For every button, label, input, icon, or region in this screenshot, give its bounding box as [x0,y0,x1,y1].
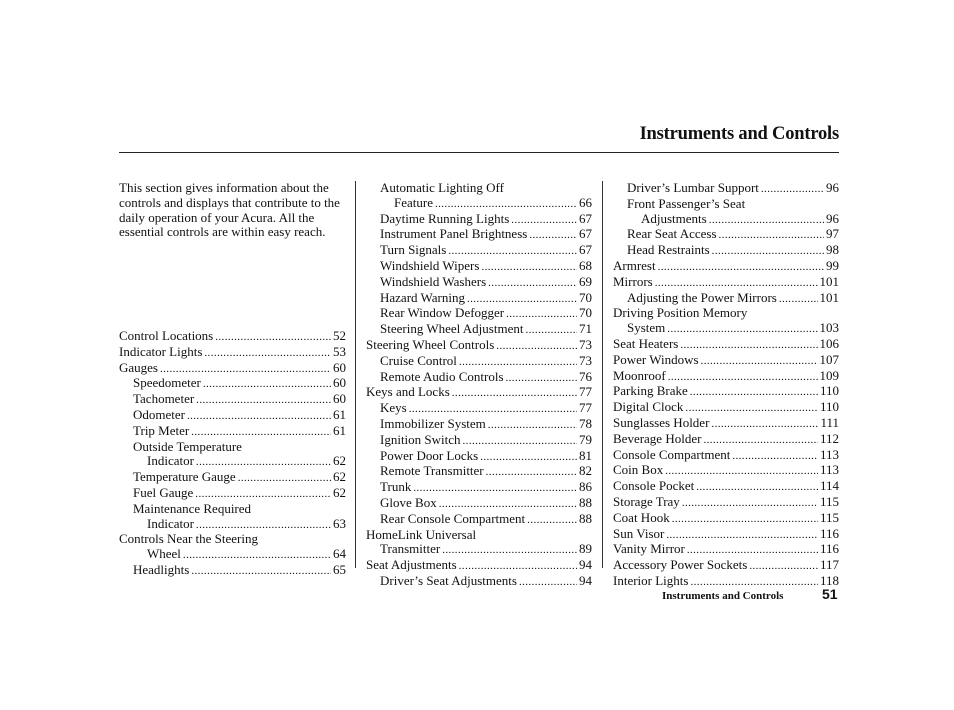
toc-entry-page: 61 [333,422,346,438]
toc-entry-page: 63 [333,515,346,531]
dot-leader [709,212,824,228]
toc-entry-page: 96 [826,210,839,226]
toc-entry[interactable] [366,196,592,212]
toc-entry-label: Steering Wheel Controls [366,336,495,352]
toc-entry-label: Trunk [380,479,412,495]
toc-entry-label: Speedometer [133,375,201,391]
toc-entry-page: 70 [579,305,592,321]
dot-leader [658,259,824,275]
toc-entry-page: 88 [579,494,592,510]
toc-entry[interactable] [613,511,839,527]
toc-entry-label: Gauges [119,359,158,375]
toc-entry-label: Wheel [147,546,181,562]
dot-leader [511,212,577,228]
toc-entry[interactable] [613,479,839,495]
toc-entry-page: 60 [333,375,346,391]
toc-entry-page: 94 [579,572,592,588]
toc-entry[interactable] [366,496,592,512]
dot-leader [183,547,331,563]
dot-leader [215,329,331,345]
toc-entry-page: 81 [579,447,592,463]
dot-leader [439,496,577,512]
toc-entry[interactable] [366,322,592,338]
toc-entry-label: Rear Console Compartment [380,510,526,526]
toc-entry-page: 117 [819,557,839,573]
dot-leader [480,449,577,465]
toc-entry[interactable] [366,433,592,449]
toc-entry[interactable] [366,542,592,558]
toc-entry-page: 73 [579,352,592,368]
dot-leader [196,517,331,533]
toc-entry-page: 70 [579,289,592,305]
toc-entry-page: 61 [333,406,346,422]
toc-entry[interactable] [366,370,592,386]
toc-entry[interactable] [613,212,839,228]
dot-leader [665,463,818,479]
toc-entry-label: Immobilizer System [380,415,486,431]
dot-leader [191,424,331,440]
dot-leader [195,486,331,502]
dot-leader [481,259,577,275]
dot-leader [488,275,577,291]
toc-entry[interactable] [366,417,592,433]
toc-entry[interactable] [366,480,592,496]
dot-leader [196,454,331,470]
toc-entry-label: Adjusting the Power Mirrors [627,289,777,305]
toc-entry[interactable] [613,291,839,307]
toc-entry[interactable] [613,542,839,558]
toc-entry-page: 62 [333,484,346,500]
toc-entry-label: System [627,320,666,336]
toc-entry-label: Instrument Panel Brightness [380,226,528,242]
toc-entry-page: 78 [579,415,592,431]
intro-paragraph: This section gives information about the controls and displays that contribute to the daily operation of your Acura. All the essential controls are within easy reach. [119,180,340,240]
dot-leader [187,408,331,424]
toc-entry-page: 69 [579,273,592,289]
toc-entry-label: Maintenance Required [133,500,252,516]
toc-entry[interactable] [613,353,839,369]
toc-entry[interactable] [366,354,592,370]
dot-leader [486,464,577,480]
toc-entry-label: Accessory Power Sockets [613,557,748,573]
dot-leader [196,392,331,408]
dot-leader [749,558,818,574]
toc-entry[interactable] [613,416,839,432]
dot-leader [761,181,824,197]
toc-entry[interactable] [366,464,592,480]
toc-entry-label: Remote Audio Controls [380,368,504,384]
dot-leader [413,480,577,496]
dot-leader [527,512,577,528]
toc-entry-page: 60 [333,359,346,375]
toc-entry-label: Mirrors [613,273,653,289]
toc-entry-label: Hazard Warning [380,289,465,305]
toc-entry-page: 111 [820,414,839,430]
toc-entry-label: Steering Wheel Adjustment [380,321,524,337]
toc-entry[interactable] [119,329,346,345]
title-rule [119,152,839,153]
toc-entry[interactable] [613,463,839,479]
toc-entry-label: Indicator [147,515,194,531]
toc-entry[interactable] [119,408,346,424]
toc-entry[interactable] [119,563,346,579]
toc-entry[interactable] [613,259,839,275]
toc-entry-label: Tachometer [133,391,195,407]
toc-entry-page: 82 [579,463,592,479]
toc-entry-label: Odometer [133,406,185,422]
toc-entry-page: 109 [819,367,839,383]
dot-leader [409,401,577,417]
toc-entry-page: 77 [579,400,592,416]
dot-leader [452,385,577,401]
dot-leader [701,353,818,369]
toc-entry-page: 66 [579,194,592,210]
dot-leader [467,291,577,307]
toc-entry-page: 88 [579,510,592,526]
toc-entry[interactable] [366,291,592,307]
toc-entry-label: Seat Heaters [613,335,679,351]
toc-entry-label: Headlights [133,561,190,577]
dot-leader [448,243,577,259]
dot-leader [690,384,818,400]
toc-entry-label: Sunglasses Holder [613,414,710,430]
toc-entry[interactable] [613,384,839,400]
toc-entry-label: Parking Brake [613,383,688,399]
toc-entry-label: Power Door Locks [380,447,479,463]
toc-entry-page: 76 [579,368,592,384]
toc-entry-label: Transmitter [380,541,441,557]
toc-entry-page: 67 [579,226,592,242]
toc-entry[interactable] [366,227,592,243]
toc-entry[interactable] [119,517,346,533]
dot-leader [655,275,818,291]
toc-entry-page: 62 [333,453,346,469]
toc-entry-label: Armrest [613,257,656,273]
toc-entry-page: 77 [579,384,592,400]
toc-entry-page: 106 [819,335,839,351]
toc-entry[interactable] [366,574,592,590]
toc-entry-page: 89 [579,541,592,557]
toc-entry-label: Console Pocket [613,478,695,494]
dot-leader [519,574,577,590]
toc-entry-page: 68 [579,257,592,273]
dot-leader [506,370,578,386]
dot-leader [204,345,331,361]
dot-leader [496,338,577,354]
toc-entry-label: Glove Box [380,494,437,510]
toc-entry[interactable] [119,470,346,486]
toc-column-2 [366,181,592,590]
dot-leader [442,542,577,558]
toc-entry-label: Beverage Holder [613,430,702,446]
toc-entry[interactable] [119,486,346,502]
dot-leader [672,511,818,527]
toc-entry[interactable] [613,275,839,291]
dot-leader [719,227,824,243]
toc-entry-page: 79 [579,431,592,447]
dot-leader [779,291,818,307]
toc-entry-label: HomeLink Universal [366,526,477,542]
dot-leader [696,479,818,495]
column-divider-1 [355,181,356,568]
toc-entry-label: Windshield Washers [380,273,487,289]
dot-leader [238,470,331,486]
toc-entry-label: Head Restraints [627,242,710,258]
toc-entry-label: Ignition Switch [380,431,461,447]
toc-entry[interactable] [119,502,346,517]
dot-leader [732,448,818,464]
toc-entry-label: Keys [380,400,407,416]
toc-entry-page: 113 [819,462,839,478]
toc-entry-label: Console Compartment [613,446,731,462]
toc-entry[interactable] [366,401,592,417]
toc-entry-label: Keys and Locks [366,384,450,400]
toc-entry[interactable] [366,512,592,528]
dot-leader [712,243,824,259]
dot-leader [529,227,577,243]
toc-entry-label: Storage Tray [613,493,680,509]
toc-entry-page: 103 [819,320,839,336]
toc-entry[interactable] [613,321,839,337]
toc-entry-label: Rear Window Defogger [380,305,505,321]
toc-entry[interactable] [613,558,839,574]
dot-leader [687,542,818,558]
toc-entry[interactable] [119,361,346,377]
dot-leader [690,574,818,590]
dot-leader [160,361,331,377]
toc-entry-page: 110 [819,399,839,415]
toc-entry-label: Temperature Gauge [133,469,236,485]
toc-entry-page: 53 [333,343,346,359]
toc-entry-page: 96 [826,180,839,195]
toc-entry-label: Vanity Mirror [613,541,685,557]
toc-entry[interactable] [366,558,592,574]
column-divider-2 [602,181,603,568]
toc-entry-label: Interior Lights [613,572,689,588]
toc-entry-page: 118 [819,572,839,588]
toc-entry[interactable] [613,227,839,243]
toc-entry-label: Coin Box [613,462,664,478]
dot-leader [680,337,817,353]
toc-entry[interactable] [366,449,592,465]
toc-entry-label: Seat Adjustments [366,557,457,573]
toc-entry-page: 110 [819,383,839,399]
toc-entry[interactable] [613,574,839,590]
toc-entry-label: Power Windows [613,351,699,367]
toc-entry[interactable] [119,392,346,408]
toc-entry-page: 113 [819,446,839,462]
toc-entry[interactable] [613,432,839,448]
dot-leader [703,432,818,448]
toc-entry-label: Controls Near the Steering [119,531,258,547]
toc-entry-page: 60 [333,391,346,407]
toc-entry[interactable] [613,197,839,212]
toc-entry-label: Trip Meter [133,422,190,438]
toc-entry[interactable] [119,376,346,392]
toc-entry-page: 112 [819,430,839,446]
footer-section-label: Instruments and Controls [662,590,784,602]
toc-entry[interactable] [613,448,839,464]
toc-entry[interactable] [119,440,346,455]
toc-entry[interactable] [613,243,839,259]
toc-entry[interactable] [366,243,592,259]
dot-leader [666,527,818,543]
toc-entry-label: Rear Seat Access [627,226,717,242]
toc-entry-label: Sun Visor [613,525,665,541]
toc-entry-page: 115 [819,493,839,509]
toc-entry[interactable] [119,424,346,440]
dot-leader [459,558,577,574]
toc-entry-page: 67 [579,242,592,258]
toc-entry-page: 115 [819,509,839,525]
dot-leader [525,322,577,338]
dot-leader [203,376,331,392]
dot-leader [685,400,818,416]
toc-entry-label: Remote Transmitter [380,463,484,479]
toc-entry-page: 99 [826,257,839,273]
dot-leader [463,433,577,449]
dot-leader [668,369,818,385]
toc-entry-page: 116 [819,541,839,557]
toc-entry[interactable] [613,369,839,385]
toc-entry-page: 71 [579,321,592,337]
toc-entry-label: Indicator [147,453,194,469]
dot-leader [435,196,577,212]
toc-entry-page: 73 [579,336,592,352]
toc-entry-page: 67 [579,210,592,226]
toc-entry-label: Automatic Lighting Off [380,180,504,195]
toc-entry-page: 97 [826,226,839,242]
toc-entry-page: 101 [819,289,839,305]
toc-entry-label: Moonroof [613,367,666,383]
toc-entry[interactable] [366,528,592,543]
toc-entry-page: 65 [333,561,346,577]
toc-entry-page: 62 [333,469,346,485]
page-title: Instruments and Controls [639,124,839,144]
toc-entry-label: Windshield Wipers [380,257,480,273]
page-number: 51 [822,586,838,602]
toc-entry-page: 98 [826,242,839,258]
toc-entry[interactable] [613,337,839,353]
dot-leader [191,563,331,579]
toc-entry-page: 64 [333,546,346,562]
dot-leader [488,417,577,433]
toc-entry-page: 116 [819,525,839,541]
toc-column-3 [613,181,839,590]
toc-entry-page: 52 [333,328,346,343]
toc-entry[interactable] [366,338,592,354]
toc-entry-label: Fuel Gauge [133,484,194,500]
toc-entry-label: Driver’s Seat Adjustments [380,572,517,588]
toc-entry-page: 114 [819,478,839,494]
toc-entry-label: Front Passenger’s Seat [627,195,746,211]
toc-entry[interactable] [613,181,839,197]
toc-entry[interactable] [119,345,346,361]
toc-entry-page: 107 [819,351,839,367]
toc-entry-label: Feature [394,194,433,210]
dot-leader [682,495,818,511]
dot-leader [506,306,577,322]
toc-entry-label: Indicator Lights [119,343,203,359]
toc-entry[interactable] [366,259,592,275]
toc-entry-label: Turn Signals [380,242,447,258]
dot-leader [711,416,818,432]
toc-entry-label: Cruise Control [380,352,457,368]
toc-entry-label: Daytime Running Lights [380,210,510,226]
toc-entry[interactable] [119,454,346,470]
toc-entry[interactable] [613,400,839,416]
toc-entry-page: 101 [819,273,839,289]
toc-entry[interactable] [613,527,839,543]
toc-entry-page: 94 [579,557,592,573]
toc-entry[interactable] [366,275,592,291]
toc-entry[interactable] [366,212,592,228]
toc-entry[interactable] [613,495,839,511]
dot-leader [667,321,817,337]
toc-entry-label: Outside Temperature [133,438,242,454]
toc-entry-label: Driving Position Memory [613,305,748,321]
toc-entry-page: 86 [579,479,592,495]
toc-entry-label: Coat Hook [613,509,670,525]
toc-entry-label: Digital Clock [613,399,684,415]
dot-leader [459,354,577,370]
toc-column-1 [119,329,346,579]
toc-entry-label: Adjustments [641,210,707,226]
toc-entry[interactable] [613,306,839,321]
toc-entry-label: Driver’s Lumbar Support [627,180,759,195]
toc-entry-label: Control Locations [119,328,214,343]
toc-entry[interactable] [366,181,592,196]
toc-entry[interactable] [366,385,592,401]
toc-entry[interactable] [366,306,592,322]
toc-entry[interactable] [119,532,346,547]
toc-entry[interactable] [119,547,346,563]
